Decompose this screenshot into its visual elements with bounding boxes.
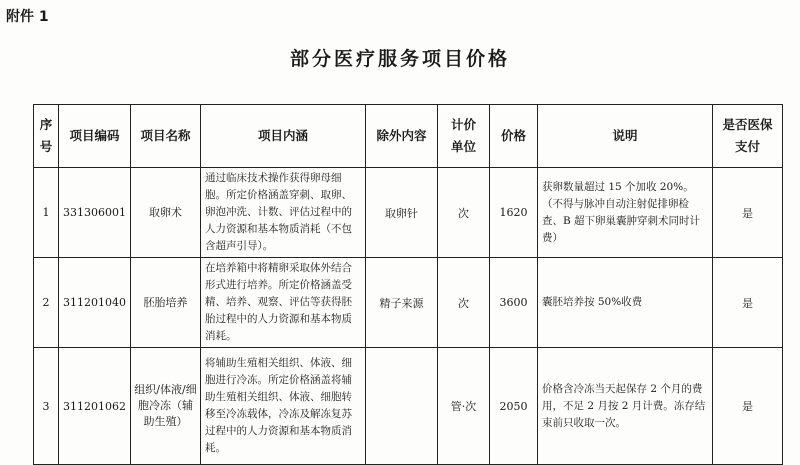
price-table (33, 104, 783, 465)
header-content: 项目内涵 (201, 105, 366, 168)
cell-insurance: 是 (713, 168, 783, 258)
header-insurance-line1: 是否医保 (722, 117, 773, 132)
table-row (34, 348, 783, 465)
cell-seq: 1 (34, 168, 59, 258)
cell-unit: 次 (438, 258, 490, 348)
attachment-label: 附件 1 (6, 9, 49, 25)
cell-note: 获卵数量超过 15 个加收 20%。（不得与脉冲自动注射促排卵检查、B 超下卵巢囊肿穿刺术同时计费） (538, 168, 713, 258)
header-code: 项目编码 (59, 105, 131, 168)
table-header-row (34, 105, 783, 168)
cell-unit: 管·次 (438, 348, 490, 465)
cell-price: 1620 (490, 168, 538, 258)
header-insurance (713, 105, 783, 168)
cell-insurance: 是 (713, 258, 783, 348)
header-unit (438, 105, 490, 168)
cell-seq: 2 (34, 258, 59, 348)
header-unit-line2: 单位 (450, 139, 476, 154)
header-unit-line1: 计价 (450, 117, 476, 132)
header-name: 项目名称 (131, 105, 201, 168)
cell-name: 组织/体液/细胞冷冻（辅助生殖） (131, 348, 201, 465)
table-row (34, 168, 783, 258)
cell-insurance: 是 (713, 348, 783, 465)
cell-note: 囊胚培养按 50%收费 (538, 258, 713, 348)
header-insurance-line2: 支付 (734, 139, 760, 154)
cell-price: 3600 (490, 258, 538, 348)
cell-content: 在培养箱中将精卵采取体外结合形式进行培养。所定价格涵盖受精、培养、观察、评估等获得胚胎过程中的人力资源和基本物质消耗。 (201, 258, 366, 348)
cell-excluded: 精子来源 (366, 258, 438, 348)
document-title: 部分医疗服务项目价格 (289, 48, 510, 70)
header-price: 价格 (490, 105, 538, 168)
cell-excluded: 取卵针 (366, 168, 438, 258)
cell-content: 通过临床技术操作获得卵母细胞。所定价格涵盖穿刺、取卵、卵泡冲洗、计数、评估过程中的人力资源和基本物质消耗（不包含超声引导）。 (201, 168, 366, 258)
header-note: 说明 (538, 105, 713, 168)
header-excluded: 除外内容 (366, 105, 438, 168)
header-seq-line1: 序 (39, 117, 53, 132)
table-row (34, 258, 783, 348)
cell-price: 2050 (490, 348, 538, 465)
cell-content: 将辅助生殖相关组织、体液、细胞进行冷冻。所定价格涵盖将辅助生殖相关组织、体液、细胞转移至冷冻载体，冷冻及解冻复苏过程中的人力资源和基本物质消耗。 (201, 348, 366, 465)
header-seq (34, 105, 59, 168)
cell-unit: 次 (438, 168, 490, 258)
cell-seq: 3 (34, 348, 59, 465)
cell-name: 胚胎培养 (131, 258, 201, 348)
cell-note: 价格含冷冻当天起保存 2 个月的费用，不足 2 月按 2 月计费。冻存结束前只收取一次。 (538, 348, 713, 465)
header-seq-line2: 号 (39, 139, 53, 154)
cell-name: 取卵术 (131, 168, 201, 258)
cell-code: 311201040 (59, 258, 131, 348)
cell-excluded (366, 348, 438, 465)
cell-code: 331306001 (59, 168, 131, 258)
cell-code: 311201062 (59, 348, 131, 465)
